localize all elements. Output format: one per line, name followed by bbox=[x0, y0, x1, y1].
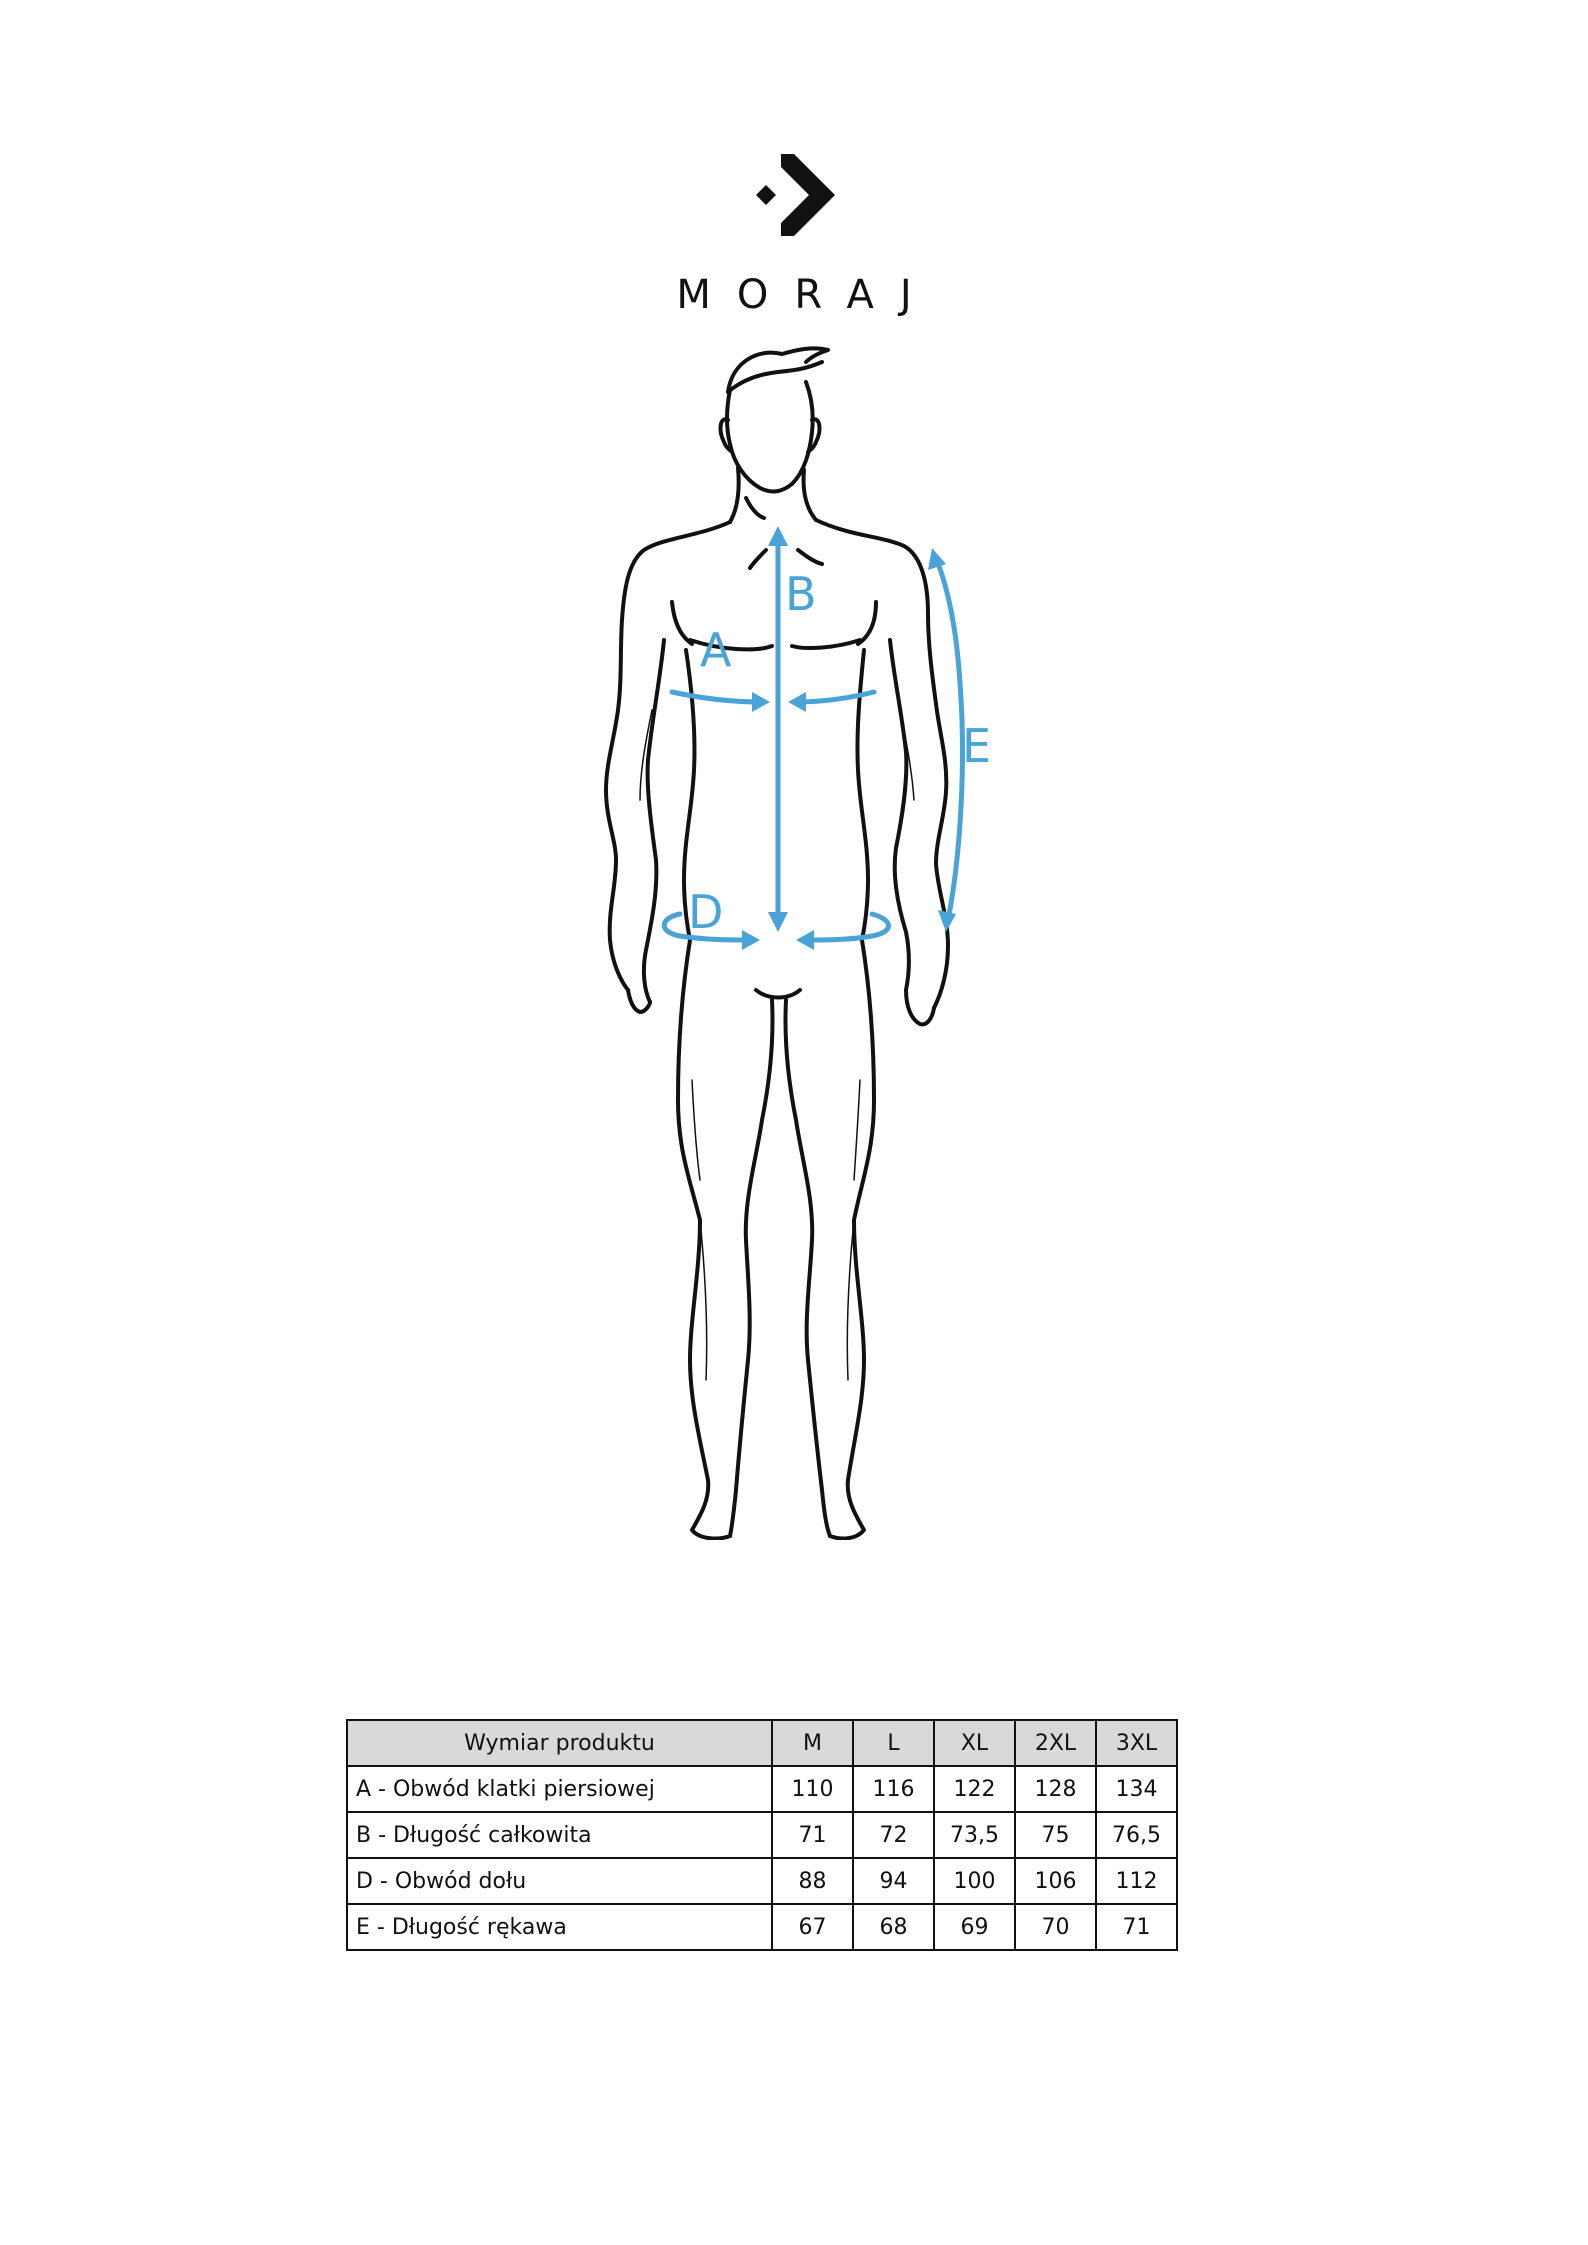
arrow-d-right bbox=[806, 914, 889, 940]
row-label: E - Długość rękawa bbox=[347, 1904, 772, 1950]
body-outline bbox=[606, 348, 948, 1538]
table-cell: 100 bbox=[934, 1858, 1015, 1904]
arrow-e-bottom-head bbox=[938, 910, 956, 932]
brand-name: MORAJ bbox=[676, 272, 938, 318]
header-size-xl: XL bbox=[934, 1720, 1015, 1766]
table-cell: 116 bbox=[853, 1766, 934, 1812]
table-cell: 70 bbox=[1015, 1904, 1096, 1950]
table-row bbox=[347, 1858, 1177, 1904]
male-body-outline bbox=[560, 340, 1020, 1540]
header-size-2xl: 2XL bbox=[1015, 1720, 1096, 1766]
header-label: Wymiar produktu bbox=[347, 1720, 772, 1766]
row-label: D - Obwód dołu bbox=[347, 1858, 772, 1904]
table-row bbox=[347, 1812, 1177, 1858]
chevron-diamond-logo-icon bbox=[749, 150, 839, 240]
table-cell: 134 bbox=[1096, 1766, 1177, 1812]
table-cell: 94 bbox=[853, 1858, 934, 1904]
table-header-row bbox=[347, 1720, 1177, 1766]
marker-e: E bbox=[962, 719, 992, 773]
table-row bbox=[347, 1904, 1177, 1950]
table-cell: 69 bbox=[934, 1904, 1015, 1950]
table-cell: 72 bbox=[853, 1812, 934, 1858]
arrow-e-top-head bbox=[928, 548, 946, 570]
marker-a: A bbox=[700, 623, 732, 677]
table-cell: 122 bbox=[934, 1766, 1015, 1812]
table-cell: 76,5 bbox=[1096, 1812, 1177, 1858]
header-size-m: M bbox=[772, 1720, 853, 1766]
arrow-b-bottom-head bbox=[768, 912, 788, 932]
table-cell: 75 bbox=[1015, 1812, 1096, 1858]
table-cell: 106 bbox=[1015, 1858, 1096, 1904]
table-cell: 71 bbox=[1096, 1904, 1177, 1950]
arrow-a-right bbox=[796, 692, 874, 702]
table-row bbox=[347, 1766, 1177, 1812]
size-table bbox=[346, 1719, 1178, 1951]
table-cell: 71 bbox=[772, 1812, 853, 1858]
table-cell: 128 bbox=[1015, 1766, 1096, 1812]
table-cell: 112 bbox=[1096, 1858, 1177, 1904]
arrow-a-left bbox=[672, 692, 760, 702]
table-cell: 73,5 bbox=[934, 1812, 1015, 1858]
table-cell: 68 bbox=[853, 1904, 934, 1950]
header-size-l: L bbox=[853, 1720, 934, 1766]
header-size-3xl: 3XL bbox=[1096, 1720, 1177, 1766]
row-label: B - Długość całkowita bbox=[347, 1812, 772, 1858]
arrow-b-top-head bbox=[768, 526, 788, 546]
table-cell: 67 bbox=[772, 1904, 853, 1950]
arrow-d-right-head bbox=[796, 930, 814, 950]
arrow-a-left-head bbox=[752, 692, 770, 712]
arrow-d-left-head bbox=[742, 930, 760, 950]
table-cell: 88 bbox=[772, 1858, 853, 1904]
arrow-a-right-head bbox=[788, 692, 806, 712]
measurement-figure bbox=[560, 340, 1020, 1540]
row-label: A - Obwód klatki piersiowej bbox=[347, 1766, 772, 1812]
arrow-heads bbox=[742, 526, 956, 950]
marker-d: D bbox=[688, 885, 724, 939]
marker-b: B bbox=[785, 567, 817, 621]
brand-logo bbox=[0, 150, 1588, 244]
table-cell: 110 bbox=[772, 1766, 853, 1812]
